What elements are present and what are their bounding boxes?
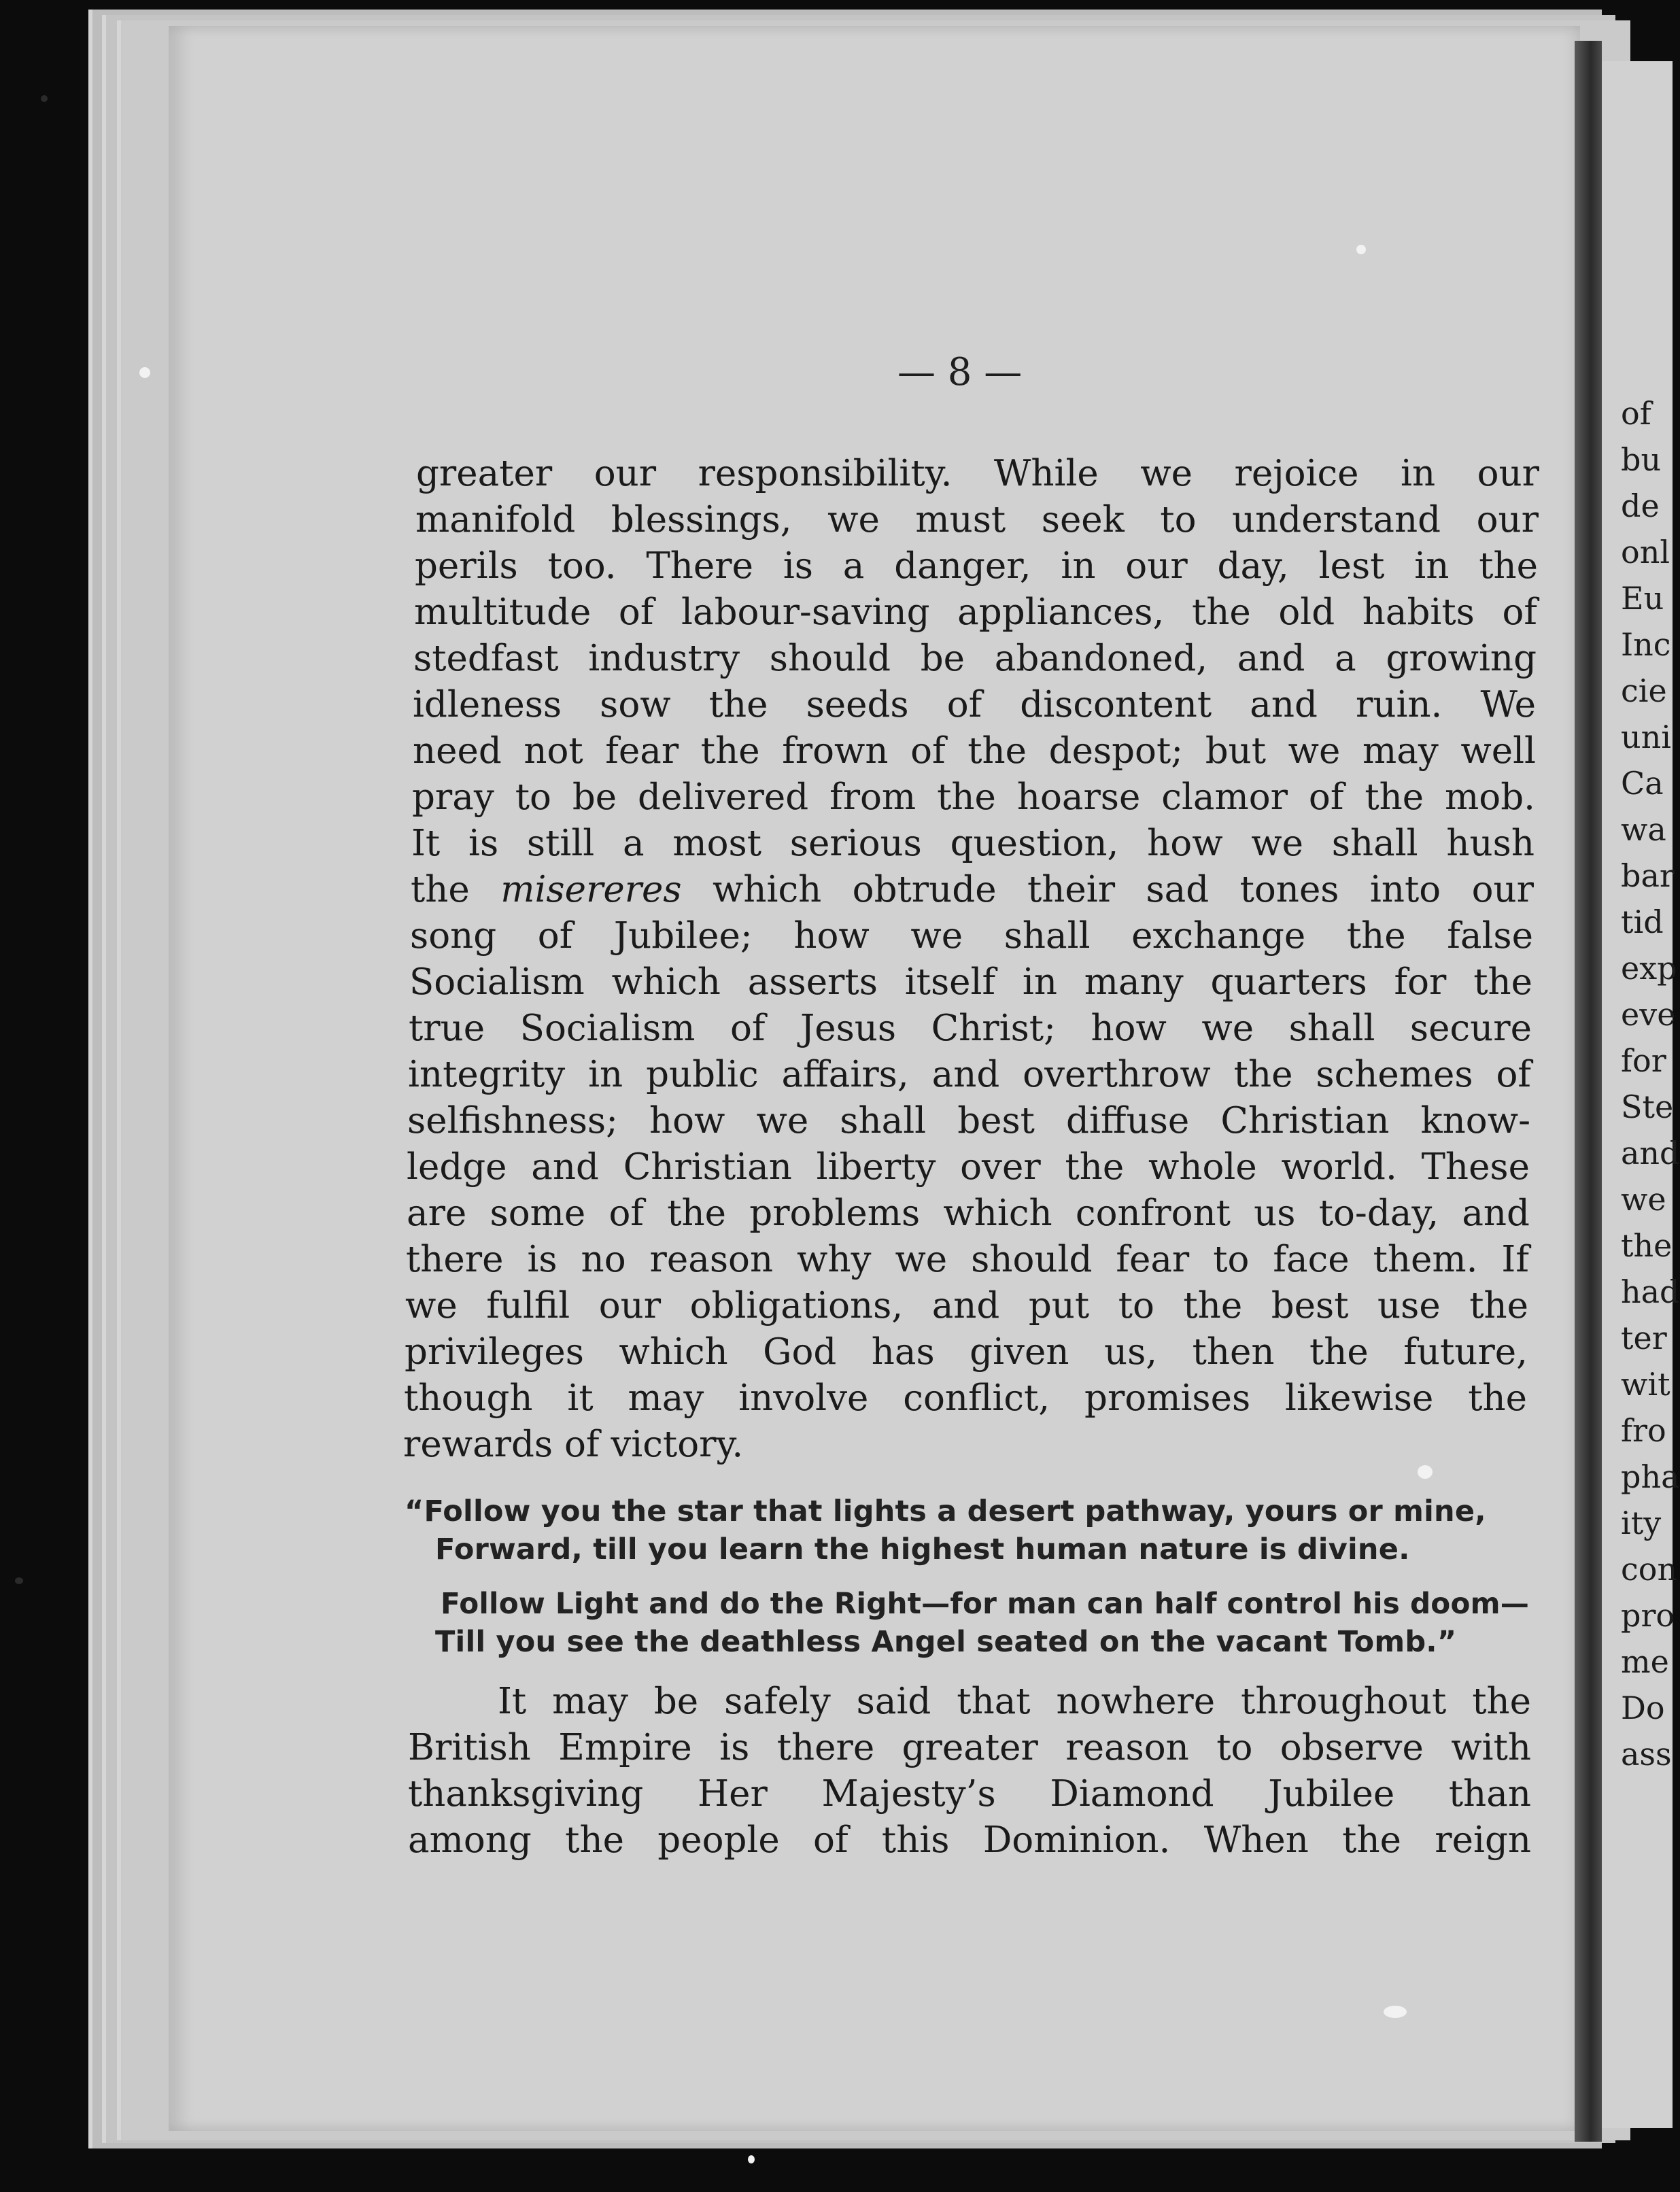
facing-page-edge: [1602, 61, 1680, 2128]
facing-page-fragment: Eu: [1621, 580, 1664, 617]
facing-page-fragment: wa: [1621, 811, 1666, 848]
facing-page-fragment: Ste: [1621, 1089, 1674, 1125]
facing-page-fragment: we: [1621, 1181, 1666, 1218]
text-line: It may be safely said that nowhere throughout the: [498, 1681, 1531, 1722]
dust-speck: [41, 95, 48, 102]
text-line: there is no reason why we should fear to face them. If: [406, 1239, 1529, 1280]
facing-page-fragment: bar: [1621, 857, 1675, 894]
text-line: true Socialism of Jesus Christ; how we shall secure: [409, 1008, 1532, 1049]
line-prefix: the: [411, 869, 501, 910]
poem-line: “Follow you the star that lights a desert pathway, yours or mine,: [405, 1494, 1486, 1528]
facing-page-fragment: cie: [1621, 672, 1667, 709]
facing-page-fragment: pro: [1621, 1597, 1675, 1634]
facing-page-fragment: exp: [1621, 950, 1677, 987]
facing-page-fragment: Inc: [1621, 626, 1671, 663]
text-line: British Empire is there greater reason to observe with: [408, 1727, 1531, 1768]
text-line: greater our responsibility. While we rejoice in our: [416, 453, 1539, 494]
facing-page-fragment: and: [1621, 1135, 1680, 1171]
text-line: we fulfil our obligations, and put to the best use the: [405, 1285, 1528, 1326]
page-number: — 8 —: [897, 350, 1023, 394]
text-line: song of Jubilee; how we shall exchange the false: [410, 915, 1533, 957]
dust-speck: [1384, 2006, 1407, 2018]
text-line: thanksgiving Her Majesty’s Diamond Jubilee than: [408, 1773, 1531, 1815]
facing-page-fragment: for: [1621, 1042, 1666, 1079]
text-line: perils too. There is a danger, in our day, lest in the: [415, 545, 1538, 587]
facing-page-fragment: uni: [1621, 719, 1671, 755]
facing-page-fragment: of: [1621, 395, 1651, 432]
text-line: Socialism which asserts itself in many quarters for the: [409, 961, 1532, 1003]
poem-line: Forward, till you learn the highest human nature is divine.: [435, 1532, 1410, 1566]
dust-speck: [748, 2155, 755, 2163]
facing-page-fragment: bu: [1621, 441, 1662, 478]
text-line: are some of the problems which confront us to-day, and: [407, 1193, 1530, 1234]
text-line: selfishness; how we shall best diffuse Christian know-: [407, 1100, 1530, 1142]
text-line: stedfast industry should be abandoned, and a growing: [413, 638, 1537, 679]
book-gutter: [1575, 41, 1602, 2142]
text-line: multitude of labour-saving appliances, the old habits of: [414, 592, 1537, 633]
facing-page-fragment: eve: [1621, 996, 1676, 1033]
text-line: integrity in public affairs, and overthrow the schemes of: [408, 1054, 1531, 1095]
facing-page-fragment: the: [1621, 1227, 1673, 1264]
text-line: though it may involve conflict, promises likewise the: [404, 1377, 1527, 1419]
text-line: [411, 869, 1534, 910]
text-line: rewards of victory.: [403, 1424, 744, 1465]
text-line: manifold blessings, we must seek to understand our: [415, 499, 1539, 541]
facing-page-fragment: onl: [1621, 534, 1670, 570]
facing-page-fragment: wit: [1621, 1366, 1670, 1403]
italic-word: misereres: [500, 869, 682, 910]
facing-page-fragment: ass: [1621, 1736, 1672, 1773]
facing-page-fragment: pha: [1621, 1458, 1680, 1495]
dust-speck: [1356, 245, 1366, 254]
facing-page-fragment: had: [1621, 1273, 1680, 1310]
facing-page-fragment: de: [1621, 487, 1660, 524]
text-line: idleness sow the seeds of discontent and ruin. We: [413, 684, 1536, 725]
facing-page-fragment: ter: [1621, 1320, 1667, 1356]
poem-line: Till you see the deathless Angel seated on the vacant Tomb.”: [435, 1625, 1457, 1659]
text-line: pray to be delivered from the hoarse clamor of the mob.: [412, 776, 1535, 818]
poem-line: Follow Light and do the Right—for man can half control his doom—: [441, 1587, 1530, 1621]
facing-page-fragment: fro: [1621, 1412, 1666, 1449]
text-line: ledge and Christian liberty over the whole world. These: [407, 1146, 1530, 1188]
facing-page-fragment: me: [1621, 1643, 1669, 1680]
text-line: privileges which God has given us, then the future,: [405, 1331, 1528, 1373]
text-line: need not fear the frown of the despot; but we may well: [413, 730, 1536, 772]
facing-page-fragment: Ca: [1621, 765, 1664, 802]
facing-page-fragment: tid: [1621, 904, 1664, 940]
text-line: among the people of this Dominion. When the reign: [408, 1819, 1531, 1861]
facing-page-fragment: ity: [1621, 1505, 1662, 1541]
dust-speck: [15, 1577, 23, 1584]
line-rest: which obtrude their sad tones into our: [681, 869, 1534, 910]
dust-speck: [1418, 1465, 1433, 1479]
facing-page-fragment: Do: [1621, 1690, 1665, 1726]
text-line: It is still a most serious question, how we shall hush: [411, 823, 1535, 864]
dust-speck: [139, 367, 150, 378]
facing-page-fragment: con: [1621, 1551, 1678, 1588]
